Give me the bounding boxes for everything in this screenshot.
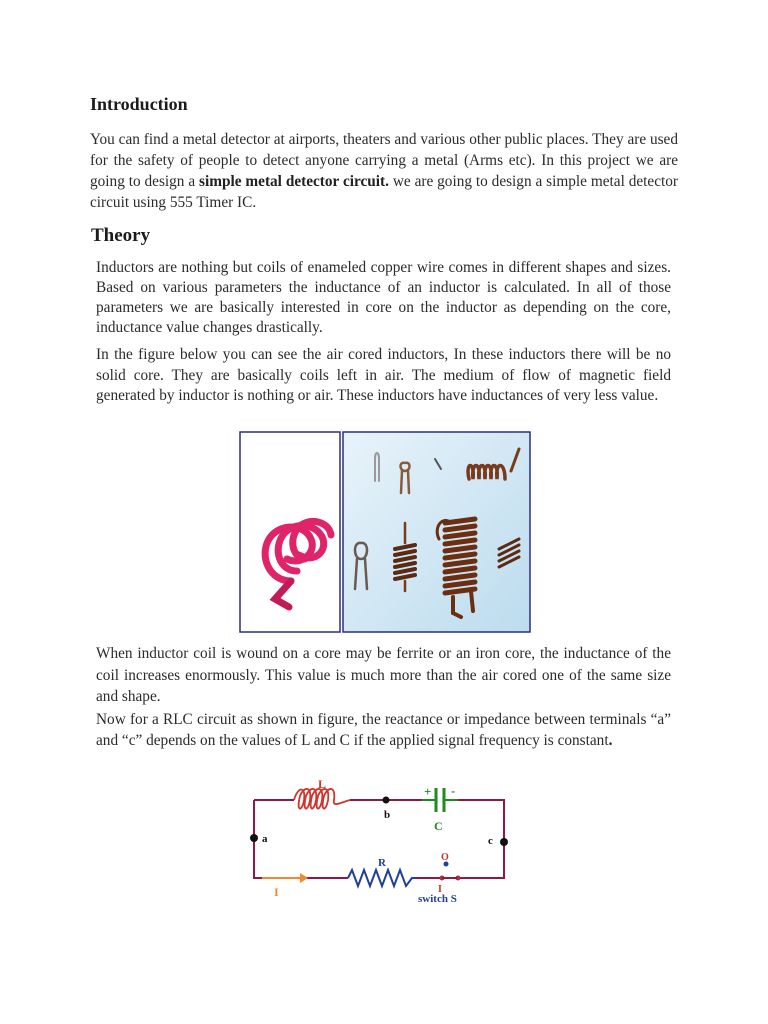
node-c-label: c [488,835,493,847]
node-b [383,797,390,804]
resistor-symbol [348,870,416,886]
air-cored-inductors-figure [239,431,531,633]
theory-paragraph-1: Inductors are nothing but coils of enameled copper wire comes in different shapes and sizes. Based on various parameters the inductance of an inductor is calculated. In all of those parameters we are basically interested in core on the inductor as depending on the core, inductance value changes drastically. [96,259,671,336]
current-arrow-icon [262,873,308,883]
capacitor-label: C [434,819,443,833]
capacitor-symbol [436,788,444,812]
theory-paragraph-2: In the figure below you can see the air cored inductors, In these inductors there will be no solid core. They are basically coils left in air. The medium of flow of magnetic field generated by inductor is nothing or air. These inductors have inductances of very less value. [96,346,671,404]
resistor-label: R [378,857,386,869]
intro-text-2: we are going to design a simple metal detector circuit using 555 Timer IC. [90,173,678,211]
theory-paragraph-4-text: Now for a RLC circuit as shown in figure, the reactance or impedance between terminals “a” and “c” depends on the values of L and C if the applied signal frequency is constant [96,711,671,749]
introduction-paragraph [90,129,678,213]
switch-o-label: O [441,852,449,863]
intro-text-1: You can find a metal detector at airports, theaters and various other public places. They are used for the safety of people to detect anyone carrying a metal (Arms etc). In this project we are going to design a [90,131,678,190]
capacitor-plus-label: + [424,784,432,799]
intro-bold-text: simple metal detector circuit. [199,173,389,190]
node-a [250,834,258,842]
switch-symbol [440,862,461,881]
node-c [500,838,508,846]
rlc-circuit-diagram [244,772,520,910]
current-label: I [274,885,279,899]
introduction-heading: Introduction [90,94,188,114]
switch-label: switch S [418,893,457,905]
theory-heading: Theory [91,225,151,246]
node-a-label: a [262,833,268,845]
theory-paragraph-3: When inductor coil is wound on a core may be ferrite or an iron core, the inductance of the coil increases enormously. This value is much more than the air cored one of the same size and shape. [96,645,671,705]
theory-paragraph-4-period: . [608,732,613,749]
inductor-symbol [294,789,350,809]
theory-paragraph-4 [96,709,671,751]
capacitor-minus-label: - [451,783,456,798]
node-b-label: b [384,809,391,821]
inductor-label: L [318,777,327,791]
switch-i-label: I [438,884,442,895]
